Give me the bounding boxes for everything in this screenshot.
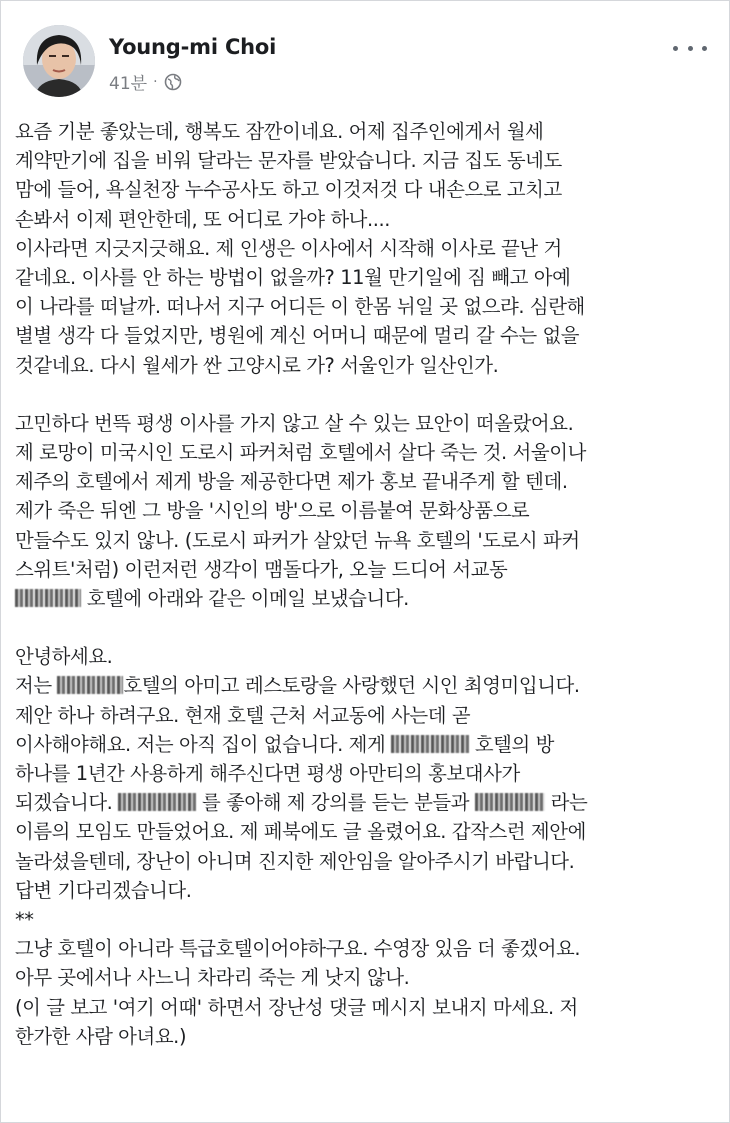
profile-avatar xyxy=(23,25,95,97)
email-body-3-text: 를 좋아해 제 강의를 듣는 분들과 xyxy=(201,791,470,815)
more-dot xyxy=(702,46,707,51)
email-intro-prefix: 저는 xyxy=(15,674,52,698)
email-intro-line xyxy=(15,671,721,700)
post-timestamp[interactable]: 41분 xyxy=(109,74,148,94)
redacted-hotel-name xyxy=(118,793,196,811)
meta-separator: · xyxy=(153,73,158,90)
email-body-2-text: 호텔의 방 하나를 1년간 사용하게 해주신다면 평생 아만티의 홍보대사가 되겠습니다. xyxy=(15,732,554,815)
paragraph-1: 요즘 기분 좋았는데, 행복도 잠깐이네요. 어제 집주인에게서 월세 계약만기에 집을 비워 달라는 문자를 받았습니다. 지금 집도 동네도 맘에 들어, 욕실천장 누수공사도 하고 이것저것 다 내손으로 고치고 손봐서 이제 편안한데, 또 어디로 가야 하나.... 이사라면 지긋지긋해요. 제 인생은 이사에서 시작해 이사로 끝난 거 같네요. 이사를 안 하는 방법이 없을까? 11월 만기일에 짐 빼고 아예 이 나라를 떠날까. 떠나서 지구 어디든 이 한몸 뉘일 곳 없으랴. 심란해 별별 생각 다 들었지만, 병원에 계신 어머니 때문에 멀리 갈 수는 없을 것같네요. 다시 월세가 싼 고양시로 가? 서울인가 일산인가. xyxy=(15,120,585,377)
paragraph-2-tail: 호텔에 아래와 같은 이메일 보냈습니다. xyxy=(86,587,409,611)
globe-icon[interactable] xyxy=(164,73,182,91)
post-header xyxy=(23,25,713,99)
more-options-button[interactable] xyxy=(673,39,707,57)
redacted-hotel-name xyxy=(475,793,545,811)
email-body-1-text: 제안 하나 하려구요. 현재 호텔 근처 서교동에 사는데 곧 이사해야해요. 저는 아직 집이 없습니다. 제게 xyxy=(15,703,471,756)
email-body-4-text: 라는 이름의 모임도 만들었어요. 제 페북에도 글 올렸어요. 갑작스런 제안에 놀라셨을텐데, 장난이 아니며 진지한 제안임을 알아주시기 바랍니다. 답변 기다리겠습니다. ** 그냥 호텔이 아니라 특급호텔이어야하구요. 수영장 있음 더 좋겠어요. 아무 곳에서나 사느니 차라리 죽는 게 낫지 않나. (이 글 보고 '여기 어때' 하면서 장난성 댓글 메시지 보내지 마세요. 저 한가한 사람 아녀요.) xyxy=(15,791,588,1048)
more-horizontal-icon xyxy=(673,46,678,51)
email-greeting: 안녕하세요. xyxy=(15,645,113,669)
author-avatar[interactable] xyxy=(23,25,95,97)
redacted-hotel-name xyxy=(391,735,469,753)
author-name[interactable]: Young-mi Choi xyxy=(109,35,277,59)
redacted-hotel-name xyxy=(15,589,81,607)
more-dot xyxy=(688,46,693,51)
post-meta xyxy=(109,69,182,94)
email-body-1 xyxy=(15,701,721,1051)
paragraph-2: 고민하다 번뜩 평생 이사를 가지 않고 살 수 있는 묘안이 떠올랐어요. 제 로망이 미국시인 도로시 파커처럼 호텔에서 살다 죽는 것. 서울이나 제주의 호텔에서 제게 방을 제공한다면 제가 홍보 끝내주게 할 텐데. 제가 죽은 뒤엔 그 방을 '시인의 방'으로 이름붙여 문화상품으로 만들수도 있지 않나. (도로시 파커가 살았던 뉴욕 호텔의 '도로시 파커 스위트'처럼) 이런저런 생각이 맴돌다가, 오늘 드디어 서교동 xyxy=(15,411,586,581)
redacted-hotel-name xyxy=(57,676,123,694)
paragraph-2-end xyxy=(15,584,721,613)
post-text xyxy=(15,117,721,1051)
email-intro-text: 호텔의 아미고 레스토랑을 사랑했던 시인 최영미입니다. xyxy=(123,674,580,698)
